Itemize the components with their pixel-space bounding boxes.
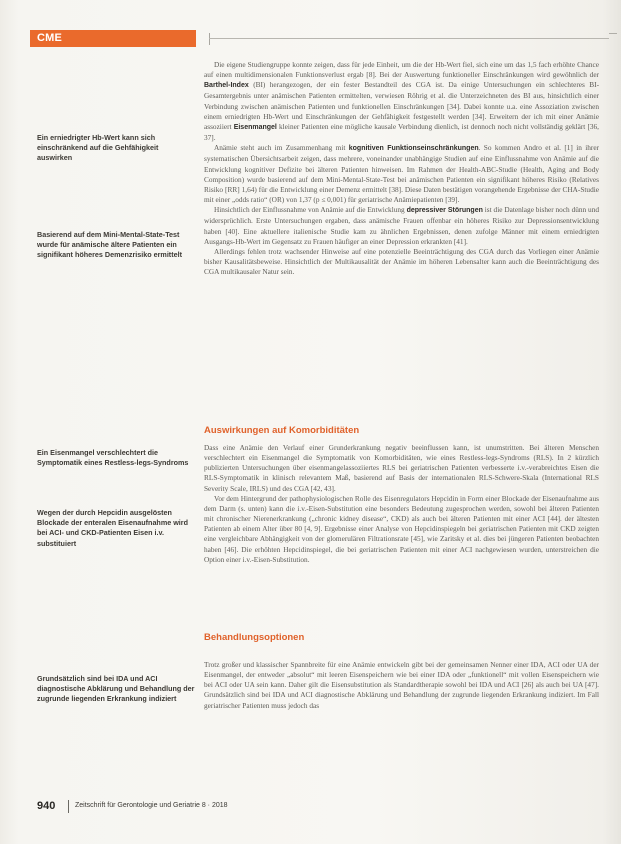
heading-komorbiditaeten: Auswirkungen auf Komorbiditäten xyxy=(204,425,360,436)
margin-note-gait: Ein erniedrigter Hb-Wert kann sich einschränkend auf die Gehfähigkeit auswirken xyxy=(37,133,159,163)
page-number: 940 xyxy=(37,800,56,812)
header-rule xyxy=(209,38,609,39)
footer-divider xyxy=(68,800,69,813)
journal-citation: Zeitschrift für Gerontologie und Geriatrie 8 · 2018 xyxy=(75,802,228,809)
paragraph-hepcidin: Vor dem Hintergrund der pathophysiologischen Rolle des Eisenregulators Hepcidin in Form einer Blockade der Eisenaufnahme aus dem Darm (s. unten) kann die i.v.-Eisen-Substitution eine besonders Bedeutung zugesprochen werden, sowohl bei älteren Patienten mit chronischer Nierenerkrankung („chronic kidney disease“, CKD) als auch bei älteren Patienten mit einer ACI [44]. der ältesten Patienten ab einem Alter über 80 [4, 9]. Ergebnisse einer Analyse von Hepcidinspiegeln bei geriatrischen Patienten mit CKD zeigten eine vergleichbare Abhängigkeit von der glomerulären Filtrationsrate [45], wie Zaritsky et al. dies bei jüngeren Patienten beobachten haben [46]. Die erhöhten Hepcidinspiegel, die bei geriatrischen Patienten mit einer ACI nachgewiesen wurden, unterstreichen die Option einer i.v.-Eisen-Substitution. xyxy=(204,493,599,564)
margin-note-hepcidin: Wegen der durch Hepcidin ausgelösten Blockade der enteralen Eisenaufnahme wird bei ACI- und CKD-Patienten Eisen i.v. substituiert xyxy=(37,508,188,548)
cme-section-label: CME xyxy=(37,32,63,44)
corner-mark xyxy=(609,33,617,34)
paragraph-cognition: Anämie steht auch im Zusammenhang mit kognitiven Funktionseinschränkungen. So kommen Andro et al. [1] in ihrer systematischen Übersichtsarbeit zeigen, dass mehrere, voneinander unabhängige Studien auf eine Einflussnahme von Anämie auf die Entwicklung kognitiver Defizite bei älteren Patienten hinweisen. Im Rahmen der Health-ABC-Studie (Health, Aging and Body Composition) wurde basierend auf dem Mini-Mental-State-Test bei anämischen Patienten ein signifikant höheres Risiko (Relatives Risiko [RR] 1,64) für die Entwicklung einer Demenz ermittelt [38]. Diese Daten bestätigen vorangehende Ergebnisse der CHA-Studie mit einer „odds ratio“ (OR) von 1,37 (p ≤ 0,001) für geriatrische Anämiepatienten [39]. xyxy=(204,143,599,205)
paragraph-function: Die eigene Studiengruppe konnte zeigen, dass für jede Einheit, um die der Hb-Wert fiel, sich eine um das 1,5 fach erhöhte Chance auf einen multidimensionalen Funktionsverlust ergab [8]. Bei der Auswertung funktioneller Einschränkungen wird gewöhnlich der Barthel-Index (BI) herangezogen, der ein fester Bestandteil des CGA ist. Da einige Untersuchungen ein schlechteres BI-Gesamtergebnis unter anämischen Patienten ermittelten, verwiesen Röhrig et al. die Unterzeichneten des BI aus, hinsichtlich einer Verbindung zwischen anämischen Patienten und funktionellen Einschränkungen [34]. Dabei konnte u.a. eine Assoziation zwischen einem erniedrigten Hb-Wert und Einschränkungen der Gehfähigkeit festgestellt werden [34]. Erweitern der ich mit einer Anämie assoziiert Eisenmangel kleiner Patienten eine mögliche kausale Verbindung dienlich, ist dennoch noch nicht vollständig geklärt [36, 37]. xyxy=(204,60,600,143)
paragraph-rls: Dass eine Anämie den Verlauf einer Grunderkrankung negativ beeinflussen kann, ist unumstritten. Bei älteren Menschen verschlechtert ein Eisenmangel die Symptomatik von Komorbiditäten, wie eines Restless-legs-Syndroms (RLS). In 2 kürzlich publizierten Untersuchungen über eisenmangelassoziiertes RLS bei geriatrischen Patienten verbesserte i.v.-verabreichtes Eisen die RLS-Symptomatik in klinisch relevantem Maß, basierend auf Basis der internationalen RLS-Schwere-Skala (International RLS Severity Scale, IRLS) und des CGA [42, 43]. xyxy=(204,443,599,493)
body-text-block-1 xyxy=(204,60,599,277)
body-text-block-2 xyxy=(204,443,599,565)
margin-note-dementia: Basierend auf dem Mini-Mental-State-Test wurde für anämische ältere Patienten ein signifikant höheres Demenzrisiko ermittelt xyxy=(37,230,182,260)
body-text-block-3 xyxy=(204,660,599,711)
heading-behandlungsoptionen: Behandlungsoptionen xyxy=(204,632,305,643)
paragraph-treatment: Trotz großer und klassischer Spannbreite für eine Anämie entwickeln gibt bei der gemeinsamen Nenner einer IDA, ACI oder UA der Eisenmangel, der entweder „absolut“ mit leeren Eisenspeichern wie bei einer IDA oder „funktionell“ mit vollen Eisenspeichern wie bei ACI oder UA sein kann. Daher gilt die Eisensubstitution als Standardtherapie sowohl bei IDA und ACI [26] als auch bei UA [47]. Grundsätzlich sind bei IDA und ACI diagnostische Abklärung und Behandlung der zugrunde liegenden Erkrankung indiziert. Im Fall geriatrischer Patienten muss jedoch das xyxy=(204,660,599,710)
cme-section-band xyxy=(30,30,196,47)
paragraph-depression: Hinsichtlich der Einflussnahme von Anämie auf die Entwicklung depressiver Störungen ist die Datenlage bisher noch dünn und widersprüchlich. Erste Untersuchungen ergaben, dass anämische Frauen offenbar ein höheres Risiko zur Depressionsentwicklung haben [40]. Eine aktuellere italienische Studie kam zu ähnlichen Ergebnissen, denen zufolge Männer mit einem erniedrigten Ausgangs-Hb-Wert im Gegensatz zu Frauen häufiger an einer Depression erkrankten [41]. xyxy=(204,205,600,246)
paragraph-causality: Allerdings fehlen trotz wachsender Hinweise auf eine potenzielle Beeinträchtigung des CGA durch das Vorliegen einer Anämie bisher Kausalitätsbeweise. Hinsichtlich der Multikausalität der Anämie im höheren Lebensalter kann auch die Beeinträchtigung des CGA multikausaler Natur sein. xyxy=(204,246,599,277)
margin-note-diagnostics: Grundsätzlich sind bei IDA und ACI diagnostische Abklärung und Behandlung der zugrunde liegenden Erkrankung indiziert xyxy=(37,674,195,704)
margin-note-rls: Ein Eisenmangel verschlechtert die Symptomatik eines Restless-legs-Syndroms xyxy=(37,448,189,468)
header-tick xyxy=(209,33,210,45)
